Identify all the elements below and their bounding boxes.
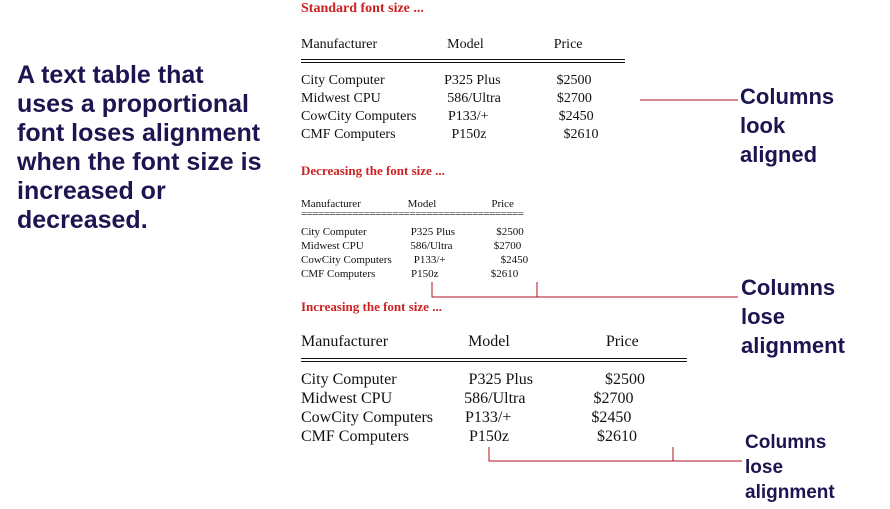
intro-text: A text table that uses a proportional font loses alignment when the font size is increased or decreased.	[17, 61, 262, 234]
table-row: CMF Computers P150z $2610	[301, 127, 599, 142]
connector-lose-1	[432, 282, 738, 297]
table-row: CowCity Computers P133/+ $2450	[301, 254, 529, 266]
callout-line: Columns	[745, 432, 827, 453]
callout-lose-alignment-2	[745, 430, 835, 505]
callout-line: look	[740, 113, 786, 138]
table-header: Manufacturer Model Price	[301, 333, 639, 350]
table-row: Midwest CPU 586/Ultra $2700	[301, 240, 522, 252]
table-row: City Computer P325 Plus $2500	[301, 226, 524, 238]
callout-line: alignment	[745, 482, 835, 503]
table-row: CMF Computers P150z $2610	[301, 268, 519, 280]
increasing-heading: Increasing the font size ...	[301, 299, 442, 314]
callout-line: lose	[745, 457, 784, 478]
table-separator: =======================================	[301, 208, 524, 220]
callout-line: aligned	[740, 142, 818, 167]
callout-aligned	[740, 82, 834, 169]
table-row: Midwest CPU 586/Ultra $2700	[301, 91, 592, 106]
callout-line: Columns	[741, 275, 836, 300]
table-row: City Computer P325 Plus $2500	[301, 73, 592, 88]
table-row: CowCity Computers P133/+ $2450	[301, 409, 632, 426]
table-row: CowCity Computers P133/+ $2450	[301, 109, 594, 124]
callout-line: Columns	[740, 84, 835, 109]
table-row: CMF Computers P150z $2610	[301, 428, 638, 445]
callout-lose-alignment	[741, 273, 845, 360]
table-row: City Computer P325 Plus $2500	[301, 371, 646, 388]
connector-lose-2	[489, 447, 742, 461]
decreasing-heading: Decreasing the font size ...	[301, 163, 445, 178]
standard-heading: Standard font size ...	[301, 1, 424, 16]
callout-line: lose	[741, 304, 786, 329]
table-header: Manufacturer Model Price	[301, 198, 514, 210]
table-row: Midwest CPU 586/Ultra $2700	[301, 390, 634, 407]
table-header: Manufacturer Model Price	[301, 37, 583, 52]
callout-line: alignment	[741, 333, 845, 358]
